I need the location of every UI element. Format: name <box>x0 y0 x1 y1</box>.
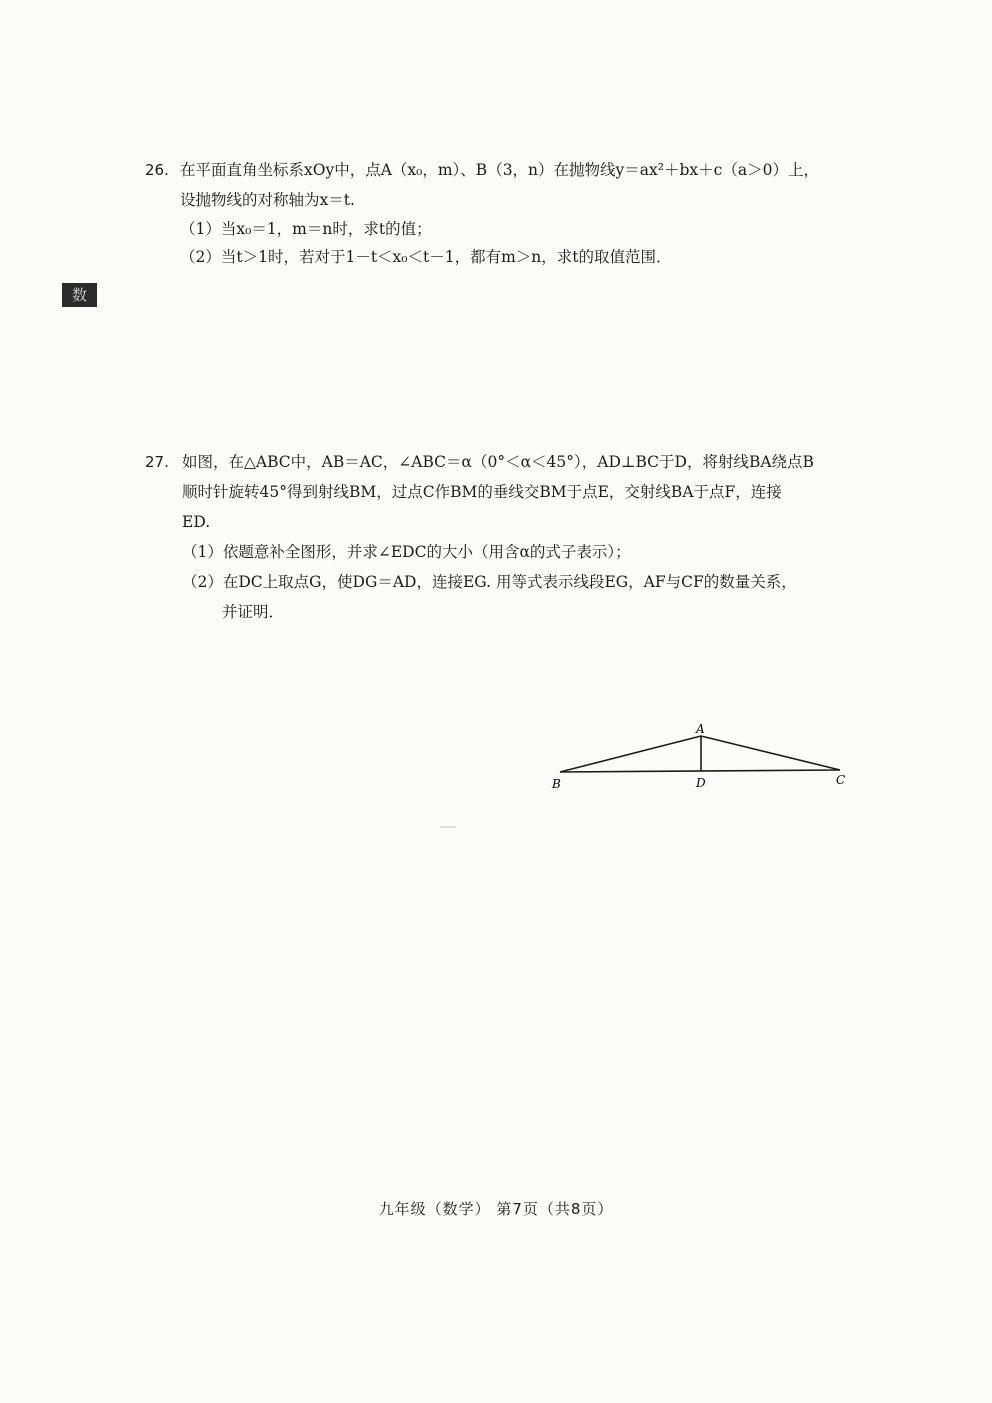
question-26-number: 26. <box>145 161 169 179</box>
question-27-part2-continued: 并证明． <box>222 603 285 621</box>
segment-ac <box>701 736 840 770</box>
question-27-line3: ED. <box>182 513 211 531</box>
question-27-line1: 如图，在△ABC中，AB＝AC，∠ABC＝α（0°＜α＜45°），AD⊥BC于D，将射线BA绕点B <box>182 453 814 471</box>
question-27-part2: （2）在DC上取点G，使DG＝AD，连接EG. 用等式表示线段EG，AF与CF的数量关系， <box>182 573 797 591</box>
question-27-part1: （1）依题意补全图形，并求∠EDC的大小（用含α的式子表示）； <box>182 543 631 561</box>
label-c: C <box>836 773 846 787</box>
question-26-part2: （2）当t＞1时，若对于1－t＜x₀＜t－1，都有m＞n，求t的取值范围． <box>180 248 672 266</box>
page-footer: 九年级（数学） 第7页（共8页） <box>378 1200 614 1218</box>
label-a: A <box>696 722 705 736</box>
question-26-part1: （1）当x₀＝1，m＝n时，求t的值； <box>180 220 432 238</box>
segment-bc <box>560 770 840 772</box>
triangle-figure <box>548 718 858 796</box>
question-27-line2: 顺时针旋转45°得到射线BM，过点C作BM的垂线交BM于点E，交射线BA于点F，连接 <box>182 483 782 501</box>
scan-speck <box>440 826 456 828</box>
side-tab: 数 <box>62 283 97 307</box>
label-b: B <box>552 777 561 791</box>
question-26-line2: 设抛物线的对称轴为x＝t. <box>180 191 355 209</box>
question-27-number: 27. <box>145 453 169 471</box>
segment-ab <box>560 736 701 772</box>
label-d: D <box>696 776 706 790</box>
question-26-line1: 在平面直角坐标系xOy中，点A（x₀，m）、B（3，n）在抛物线y＝ax²＋bx＋c（a＞0）上， <box>180 161 819 179</box>
